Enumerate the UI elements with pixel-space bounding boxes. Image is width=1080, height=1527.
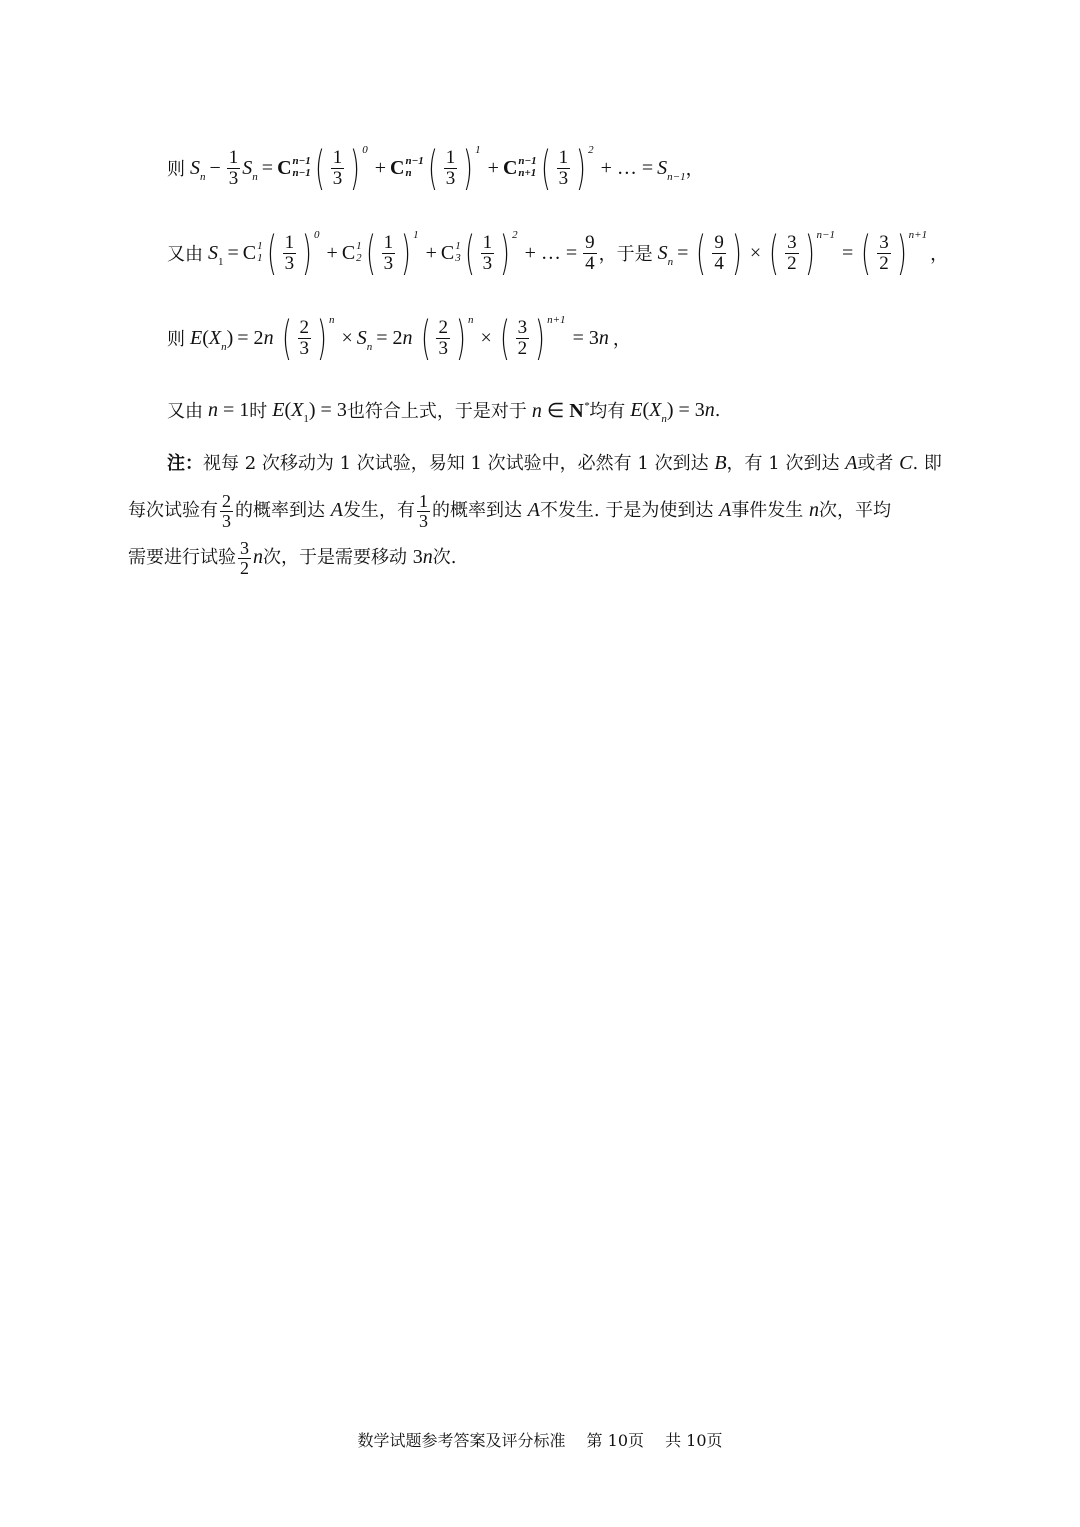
note-label: 注：	[167, 453, 203, 474]
fraction-one-third: $\frac{1}{3}$	[228, 146, 239, 189]
combination-term: C n−1 n	[390, 155, 424, 179]
line-2-mid: ，于是	[598, 244, 653, 265]
math-Sn: $S_n$	[185, 156, 206, 183]
line-3-end: ，	[612, 329, 631, 350]
math-expectation: E	[185, 326, 203, 349]
line-2-prefix: 又由	[167, 244, 203, 265]
math-Sn: $S_n$	[242, 156, 258, 183]
line-3-prefix: 则	[167, 329, 185, 350]
equation-line-1: 则 $S_n$ − $\frac{1}{3}$ $S_n$ = C n−1 n−1 ( $\frac{1}{3}$ ) 0 + C n−1 n ( $\frac{1}{3}$ ) 1 + C n−1 n+1 ( $\frac{1}{3}$ ) 2 + … = $S_{n-1}$ ，	[167, 141, 704, 195]
math-minus: −	[209, 156, 221, 179]
combination-term: C 1 3	[440, 240, 461, 264]
paren-one-third: ( $\frac{1}{3}$ )	[427, 141, 474, 195]
page-footer	[0, 1428, 1080, 1451]
combination-term: C n−1 n+1	[502, 155, 537, 179]
note-line-2: 每次试验有 $\frac{2}{3}$ 的概率到达 A发生，有 $\frac{1}{3}$ 的概率到达 A不发生. 于是为使到达 A事件发生 n次，平均	[128, 490, 892, 531]
math-Sn-minus-1: $S_{n-1}$	[657, 156, 686, 183]
equation-line-2: 又由 $S_1$ = C 1 1 ( $\frac{1}{3}$ ) 0 + C 1 2 ( $\frac{1}{3}$ ) 1 + C 1 3 ( $\frac{1}{3}$ ) 2 + … = $\frac{9}{4}$ ，于是 $S_n$ = ( $\frac{9}{4}$ ) × ( $\frac{3}{2}$ ) n−1 = ( $\frac{3}{2}$ ) n+1 ，	[167, 226, 949, 280]
combination-term: C 1 2	[341, 240, 362, 264]
line-1-prefix: 则	[167, 159, 185, 180]
footer-page-number: 第 10页	[586, 1431, 644, 1450]
paren-one-third: ( $\frac{1}{3}$ )	[540, 141, 587, 195]
line-2-end: ，	[930, 244, 949, 265]
note-line-1: 注：视每 2 次移动为 1 次试验，易知 1 次试验中，必然有 1 次到达 B，有 1 次到达 A或者 C. 即	[167, 452, 942, 474]
equation-line-3: 则 E ( $X_n$ ) = 2n ( $\frac{2}{3}$ ) n × $S_n$ = 2n ( $\frac{2}{3}$ ) n × ( $\frac{3}{2}$ ) n+1 = 3n ，	[167, 311, 631, 365]
combination-term: C n−1 n−1	[277, 155, 311, 179]
combination-term: C 1 1	[242, 240, 263, 264]
note-line-3: 需要进行试验 $\frac{3}{2}$ n次，于是需要移动 3n次.	[128, 537, 457, 578]
footer-title: 数学试题参考答案及评分标准	[357, 1431, 566, 1450]
paren-one-third: ( $\frac{1}{3}$ )	[314, 141, 361, 195]
fraction-nine-fourths: $\frac{9}{4}$	[585, 231, 595, 274]
note-paragraph	[128, 440, 952, 581]
line-1-end: ，	[685, 159, 704, 180]
equation-line-4: 又由 n = 1 时 $E(X_1) = 3$ 也符合上式，于是对于 n ∈ N* 均有 $E(X_n) = 3n$ .	[167, 398, 721, 425]
footer-total-pages: 共 10页	[665, 1431, 723, 1450]
